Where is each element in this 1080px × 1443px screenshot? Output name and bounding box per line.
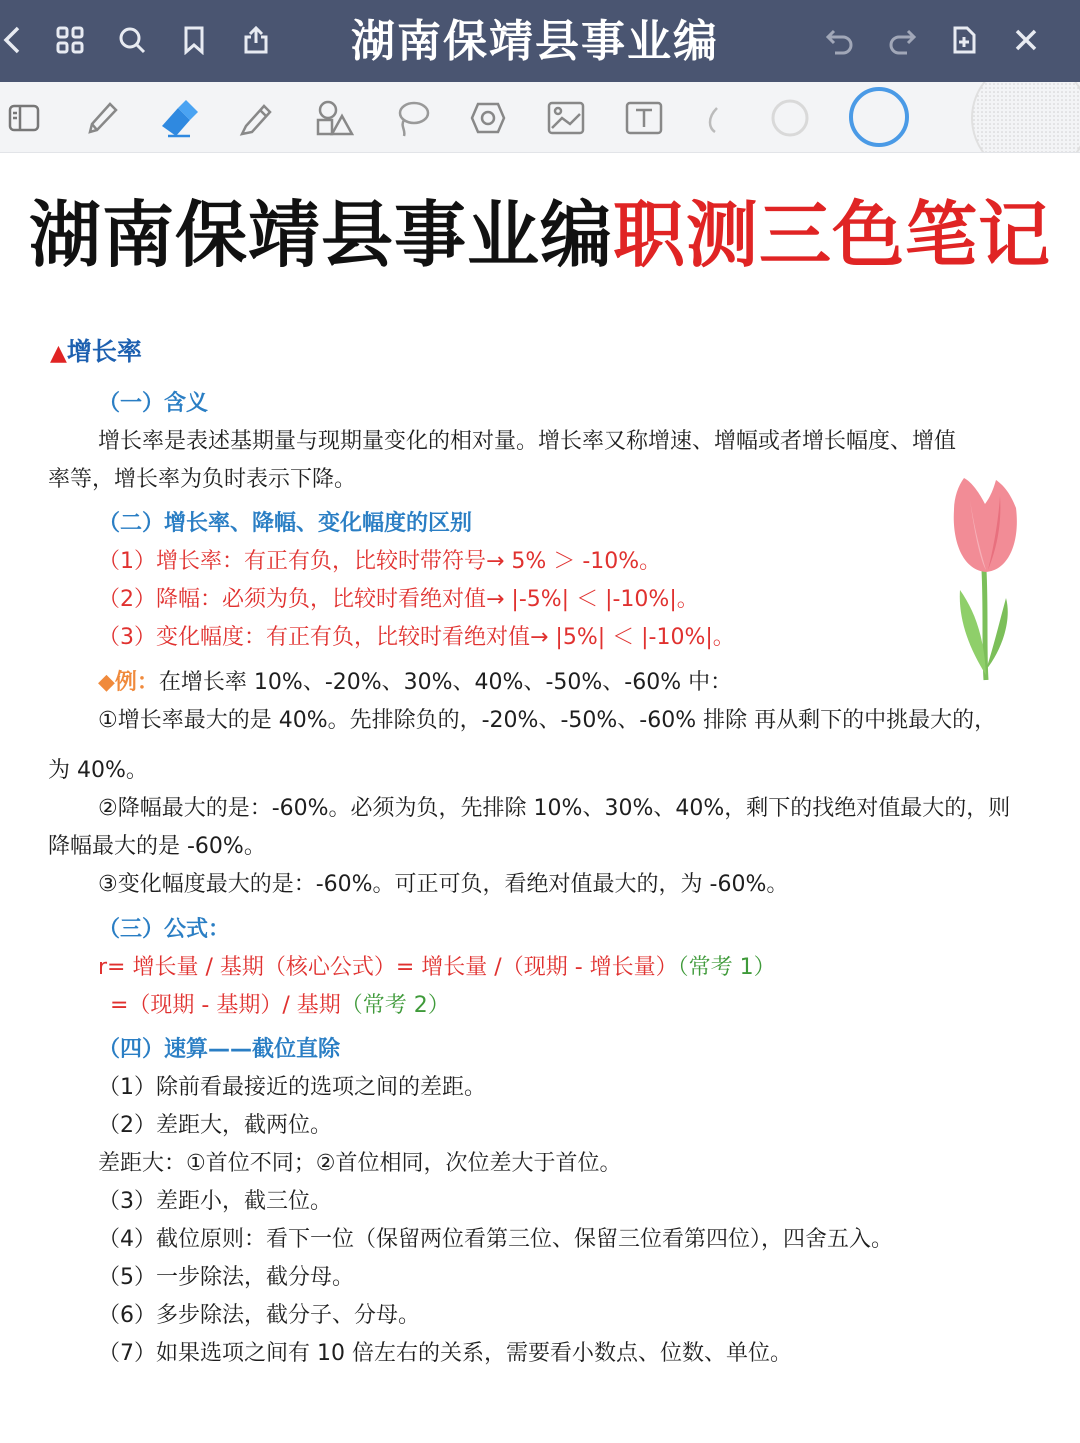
app-title: 湖南保靖县事业编: [351, 16, 719, 67]
add-page-icon[interactable]: [944, 20, 984, 60]
example-text: 在增长率 10%、-20%、30%、40%、-50%、-60% 中：: [158, 670, 733, 695]
bookmark-icon[interactable]: [174, 20, 214, 60]
s2-item-2: （2）降幅：必须为负，比较时看绝对值→ |-5%| ＜ |-10%|。: [98, 587, 699, 612]
color-light-icon[interactable]: [694, 96, 738, 140]
example-1b: 为 40%。: [48, 758, 148, 783]
s4-item-3: （3）差距小，截三位。: [98, 1189, 332, 1214]
undo-icon[interactable]: [820, 20, 860, 60]
heading-red: 职测三色笔记: [613, 193, 1052, 277]
grid-icon[interactable]: [50, 20, 90, 60]
page-heading: [0, 190, 1080, 280]
s1-title: （一）含义: [98, 391, 209, 416]
share-icon[interactable]: [236, 20, 276, 60]
formula-1-note: （常考 1）: [677, 955, 776, 980]
tulip-sticker-icon: [940, 470, 1030, 685]
s2-title: （二）增长率、降幅、变化幅度的区别: [98, 511, 473, 536]
eraser-icon[interactable]: [156, 96, 200, 140]
s1-paragraph-1: 增长率是表述基期量与现期量变化的相对量。增长率又称增速、增幅或者增长幅度、增值: [98, 429, 957, 454]
drawing-toolbar: [0, 82, 1080, 153]
pen-icon[interactable]: [80, 96, 124, 140]
shape-recognition-icon[interactable]: [466, 96, 510, 140]
formula-1-main: r= 增长量 / 基期（核心公式）= 增长量 /（现期 - 增长量）: [98, 955, 678, 980]
section-title: 增长率: [66, 337, 142, 366]
formula-2-note: （常考 2）: [340, 993, 450, 1018]
s4-title: （四）速算——截位直除: [98, 1037, 341, 1062]
text-icon[interactable]: [622, 96, 666, 140]
highlighter-icon[interactable]: [234, 96, 278, 140]
example-1a: ①增长率最大的是 40%。先排除负的，-20%、-50%、-60% 排除 再从剩下的中挑最大的，: [98, 708, 997, 733]
triangle-icon: ▲: [50, 341, 67, 366]
formula-1: [98, 952, 776, 984]
search-icon[interactable]: [112, 20, 152, 60]
color-blue-ring-icon[interactable]: [846, 84, 912, 150]
section-heading: [50, 336, 142, 370]
s1-paragraph-2: 率等，增长率为负时表示下降。: [48, 467, 357, 492]
image-icon[interactable]: [544, 96, 588, 140]
lasso-icon[interactable]: [390, 96, 434, 140]
example-label: ◆例：: [98, 670, 159, 695]
example-3: ③变化幅度最大的是：-60%。可正可负，看绝对值最大的，为 -60%。: [98, 872, 789, 897]
s2-item-1: （1）增长率：有正有负，比较时带符号→ 5% ＞ -10%。: [98, 549, 662, 574]
s3-title: （三）公式：: [98, 917, 231, 942]
example-2b: 降幅最大的是 -60%。: [48, 834, 266, 859]
s2-item-3: （3）变化幅度：有正有负，比较时看绝对值→ |5%| ＜ |-10%|。: [98, 625, 735, 650]
s4-item-2b: 差距大：①首位不同；②首位相同，次位差大于首位。: [98, 1151, 622, 1176]
heading-black: 湖南保靖县事业编: [28, 193, 613, 277]
pattern-icon[interactable]: [960, 82, 1080, 152]
top-app-bar: [0, 0, 1080, 82]
s4-item-6: （6）多步除法，截分子、分母。: [98, 1303, 420, 1328]
shapes-icon[interactable]: [312, 96, 356, 140]
s4-item-4: （4）截位原则：看下一位（保留两位看第三位、保留三位看第四位），四舍五入。: [98, 1227, 893, 1252]
example-2a: ②降幅最大的是：-60%。必须为负，先排除 10%、30%、40%，剩下的找绝对值最大的，则: [98, 796, 1011, 821]
s4-item-5: （5）一步除法，截分母。: [98, 1265, 354, 1290]
example-line: [98, 667, 732, 699]
s4-item-7: （7）如果选项之间有 10 倍左右的关系，需要看小数点、位数、单位。: [98, 1341, 792, 1366]
redo-icon[interactable]: [882, 20, 922, 60]
chevron-left-icon[interactable]: [0, 20, 32, 60]
s4-item-1: （1）除前看最接近的选项之间的差距。: [98, 1075, 486, 1100]
formula-2: [110, 990, 450, 1022]
formula-2-main: =（现期 - 基期）/ 基期: [110, 993, 341, 1018]
s4-item-2: （2）差距大，截两位。: [98, 1113, 332, 1138]
color-ring-icon[interactable]: [768, 96, 812, 140]
sidebar-icon[interactable]: [2, 96, 46, 140]
close-icon[interactable]: [1006, 20, 1046, 60]
